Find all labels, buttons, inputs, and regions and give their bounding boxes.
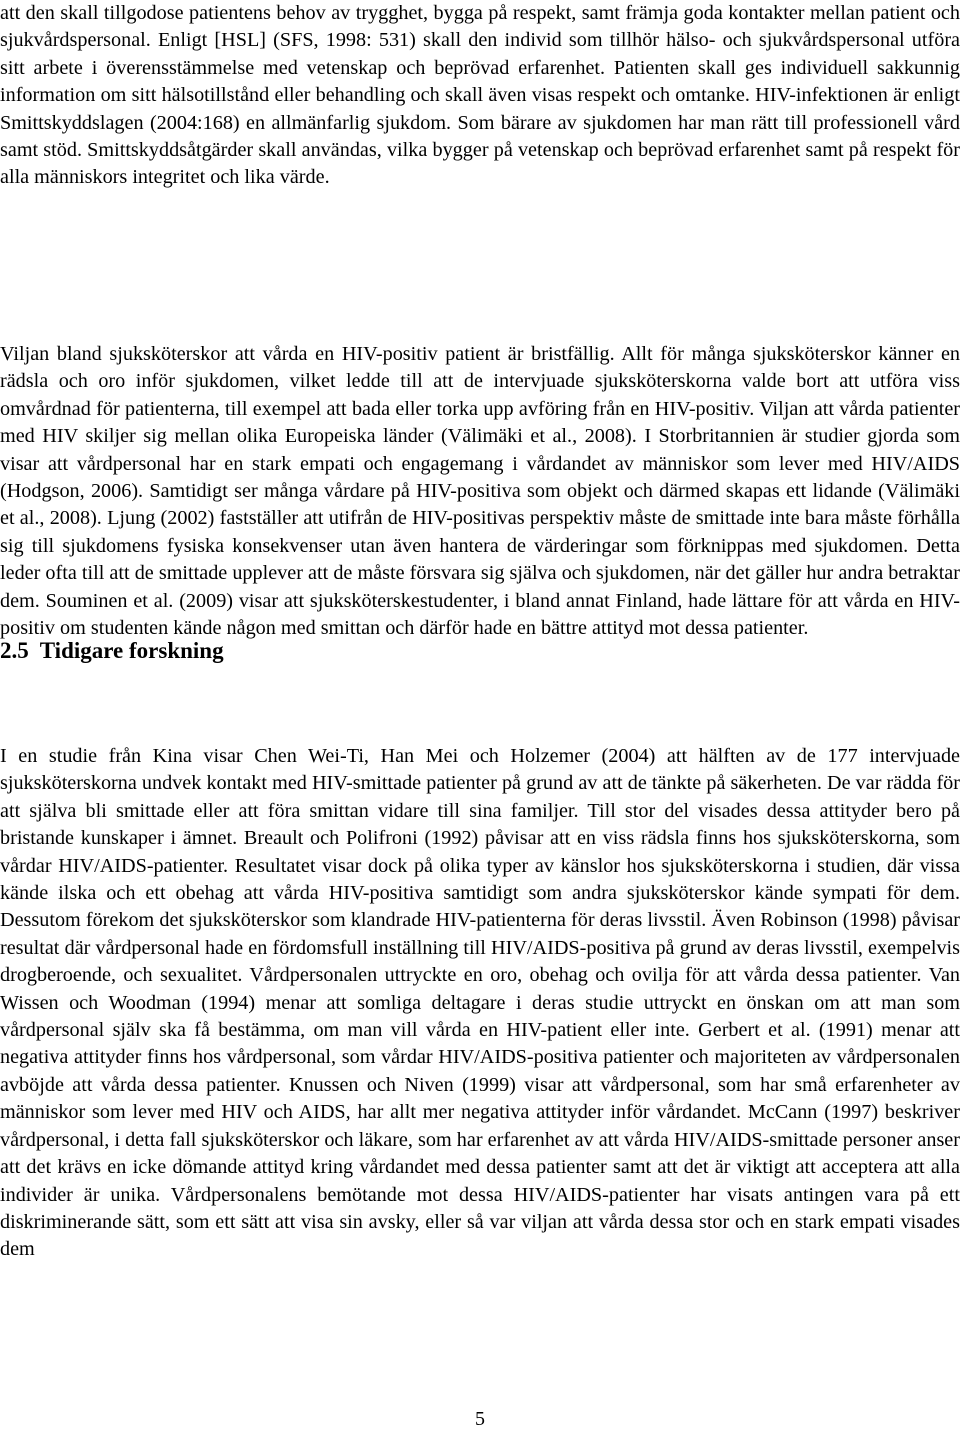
section-title: Tidigare forskning [39, 638, 224, 663]
section-number: 2.5 [0, 638, 29, 663]
page-number: 5 [475, 1408, 485, 1430]
paragraph-intro: att den skall tillgodose patientens behov av trygghet, bygga på respekt, samt främja goda kontakter mellan patient och sjukvårdspersonal. Enligt [HSL] (SFS, 1998: 531) skall den individ som tillhör hälso- och sjukvårdspersonal utföra sitt arbete i överensstämmelse med vetenskap och beprövad erfarenhet. Patienten skall ges individuell sakkunnig information om sitt hälsotillstånd eller behandling och skall även visas respekt och omtanke. HIV-infektionen är enligt Smittskyddslagen (2004:168) en allmänfarlig sjukdom. Som bärare av sjukdomen har man rätt till professionell vård samt stöd. Smittskyddsåtgärder skall användas, vilka bygger på vetenskap och beprövad erfarenhet samt på respekt för alla människors integritet och lika värde. [0, 2, 960, 189]
paragraph-research-2: I en studie från Kina visar Chen Wei-Ti, Han Mei och Holzemer (2004) att hälften av de 177 intervjuade sjuksköterskorna undvek kontakt med HIV-smittade patienter på grund av att de tänkte på säkerheten. De var rädda för att själva bli smittade eller att föra smittan vidare till sina familjer. Till stor del visades dessa attityder bero på bristande kunskaper i ämnet. Breault och Polifroni (1992) påvisar att en viss rädsla finns hos sjuksköterskorna, som vårdar HIV/AIDS-patienter. Resultatet visar dock på olika typer av känslor hos sjuksköterskorna i studien, där vissa kände ilska och ett obehag att vårda HIV-positiva samtidigt som andra sjuksköterskor kände sympati för dem. Dessutom förekom det sjuksköterskor som klandrade HIV-patienterna för deras livsstil. Även Robinson (1998) påvisar resultat där vårdpersonal hade en fördomsfull inställning till HIV/AIDS-positiva på grund av deras livsstil, exempelvis drogberoende, och sexualitet. Vårdpersonalen uttryckte en oro, obehag och ovilja för att vårda dessa patienter. Van Wissen och Woodman (1994) menar att somliga deltagare i deras studie uttryckt en önskan om att man som vårdpersonal själv ska få bestämma, om man vill vårda en HIV-patient eller inte. Gerbert et al. (1991) menar att negativa attityder finns hos vårdpersonal, som vårdar HIV/AIDS-positiva patienter och majoriteten av vårdpersonalen avböjde att vårda dessa patienter. Knussen och Niven (1999) visar att vårdpersonal, som har små erfarenheter av människor som lever med HIV och AIDS, har allt mer negativa attityder inför vårdandet. McCann (1997) beskriver vårdpersonal, i detta fall sjuksköterskor och läkare, som har erfarenhet av att vårda HIV/AIDS-smittade personer anser att det krävs en icke dömande attityd kring vårdandet med dessa patienter samt att det är viktigt att acceptera att alla individer är unika. Vårdpersonalens bemötande mot dessa HIV/AIDS-patienter har visats antingen vara på ett diskriminerande sätt, som ett sätt att visa sin avsky, eller så var viljan att vårda dessa stor och en stark empati visades dem [0, 745, 960, 1261]
paragraph-research-1: Viljan bland sjuksköterskor att vårda en HIV-positiv patient är bristfällig. Allt för många sjuksköterskor känner en rädsla och oro inför sjukdomen, vilket ledde till att de intervjuade sjuksköterskorna valde bort att utföra viss omvårdnad för patienterna, till exempel att bada eller torka upp avföring från en HIV-positiv. Viljan att vårda patienter med HIV skiljer sig mellan olika Europeiska länder (Välimäki et al., 2008). I Storbritannien är studier gjorda som visar att vårdpersonal har en stark empati och engagemang i vårdandet av människor som lever med HIV/AIDS (Hodgson, 2006). Samtidigt ser många vårdare på HIV-positiva som objekt och därmed skapas ett lidande (Välimäki et al., 2008). Ljung (2002) fastställer att utifrån de HIV-positivas perspektiv måste de smittade inte bara måste förhålla sig till sjukdomens fysiska konsekvenser utan även hantera de värderingar som förknippas med sjukdomen. Detta leder ofta till att de smittade upplever att de måste försvara sig själva och sjukdomen, när det gäller hur andra betraktar dem. Souminen et al. (2009) visar att sjuksköterskestudenter, i bland annat Finland, hade lättare för att vårda en HIV-positiv om studenten kände någon med smittan och därför hade en bättre attityd mot dessa patienter. [0, 343, 960, 640]
